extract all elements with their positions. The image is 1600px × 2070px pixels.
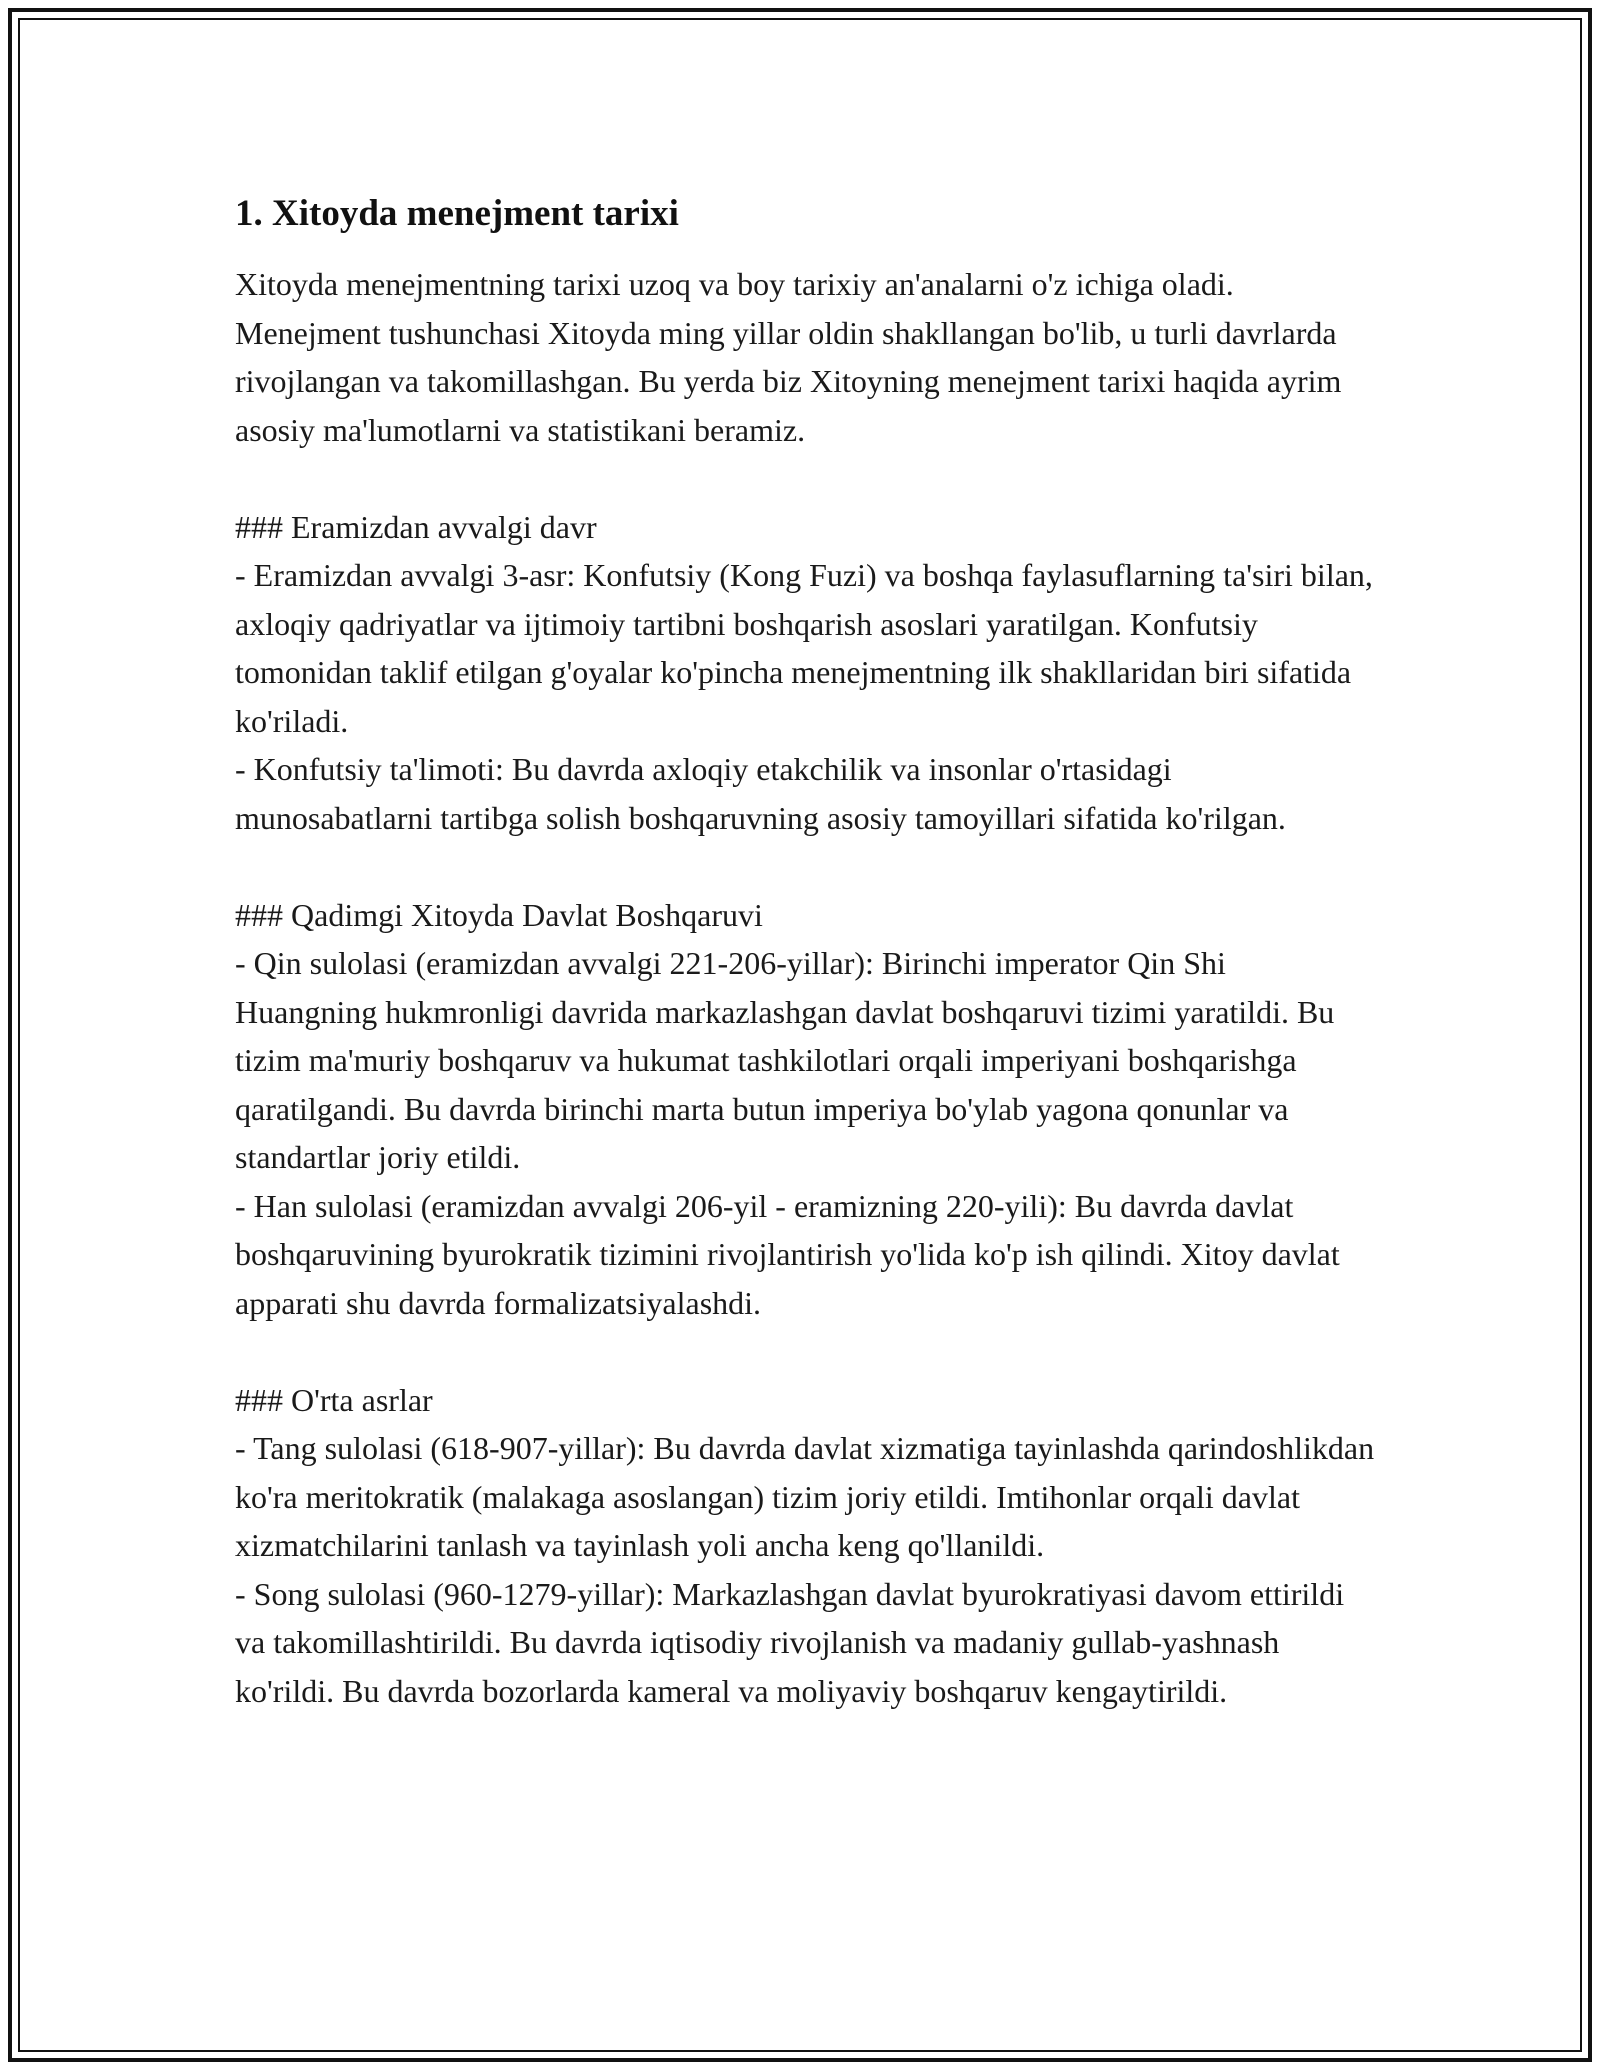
document-title: 1. Xitoyda menejment tarixi — [235, 193, 679, 234]
list-item: - Eramizdan avvalgi 3-asr: Konfutsiy (Kong Fuzi) va boshqa faylasuflarning ta'siri bilan, axloqiy qadriyatlar va ijtimoiy tartibni boshqarish asoslari yaratilgan. Konfutsiy tomonidan taklif etilgan g'oyalar ko'pincha menejmentning ilk shakllaridan biri sifatida ko'riladi. — [235, 557, 1373, 739]
section-qadimgi-xitoyda-davlat-boshqaruvi — [235, 891, 1375, 1328]
list-item: - Tang sulolasi (618-907-yillar): Bu davrda davlat xizmatiga tayinlashda qarindoshlikdan ko'ra meritokratik (malakaga asoslangan) tizim joriy etildi. Imtihonlar orqali davlat xizmatchilarini tanlash va tayinlash yoli ancha keng qo'llanildi. — [235, 1430, 1375, 1563]
document-body — [235, 188, 1375, 1715]
section-heading: ### O'rta asrlar — [235, 1381, 433, 1418]
section-orta-asrlar — [235, 1376, 1375, 1716]
intro-paragraph: Xitoyda menejmentning tarixi uzoq va boy tarixiy an'analarni o'z ichiga oladi. Menejment tushunchasi Xitoyda ming yillar oldin shakllangan bo'lib, u turli davrlarda rivojlangan va takomillashgan. Bu yerda biz Xitoyning menejment tarixi haqida ayrim asosiy ma'lumotlarni va statistikani beramiz. — [235, 266, 1350, 448]
list-item: - Qin sulolasi (eramizdan avvalgi 221-206-yillar): Birinchi imperator Qin Shi Huangning hukmronligi davrida markazlashgan davlat boshqaruvi tizimi yaratildi. Bu tizim ma'muriy boshqaruv va hukumat tashkilotlari orqali imperiyani boshqarishga qaratilgandi. Bu davrda birinchi marta butun imperiya bo'ylab yagona qonunlar va standartlar joriy etildi. — [235, 945, 1335, 1175]
list-item: - Han sulolasi (eramizdan avvalgi 206-yil - eramizning 220-yili): Bu davrda davlat boshqaruvining byurokratik tizimini rivojlantirish yo'lida ko'p ish qilindi. Xitoy davlat apparati shu davrda formalizatsiyalashdi. — [235, 1187, 1340, 1321]
section-heading: ### Eramizdan avvalgi davr — [235, 508, 597, 545]
section-heading: ### Qadimgi Xitoyda Davlat Boshqaruvi — [235, 896, 763, 933]
section-eramizdan-avvalgi-davr — [235, 503, 1375, 843]
list-item: - Konfutsiy ta'limoti: Bu davrda axloqiy etakchilik va insonlar o'rtasidagi munosabatlarni tartibga solish boshqaruvning asosiy tamoyillari sifatida ko'rilgan. — [235, 751, 1286, 836]
list-item: - Song sulolasi (960-1279-yillar): Markazlashgan davlat byurokratiyasi davom ettirildi va takomillashtirildi. Bu davrda iqtisodiy rivojlanish va madaniy gullab-yashnash ko'rildi. Bu davrda bozorlarda kameral va moliyaviy boshqaruv kengaytirildi. — [235, 1575, 1345, 1709]
